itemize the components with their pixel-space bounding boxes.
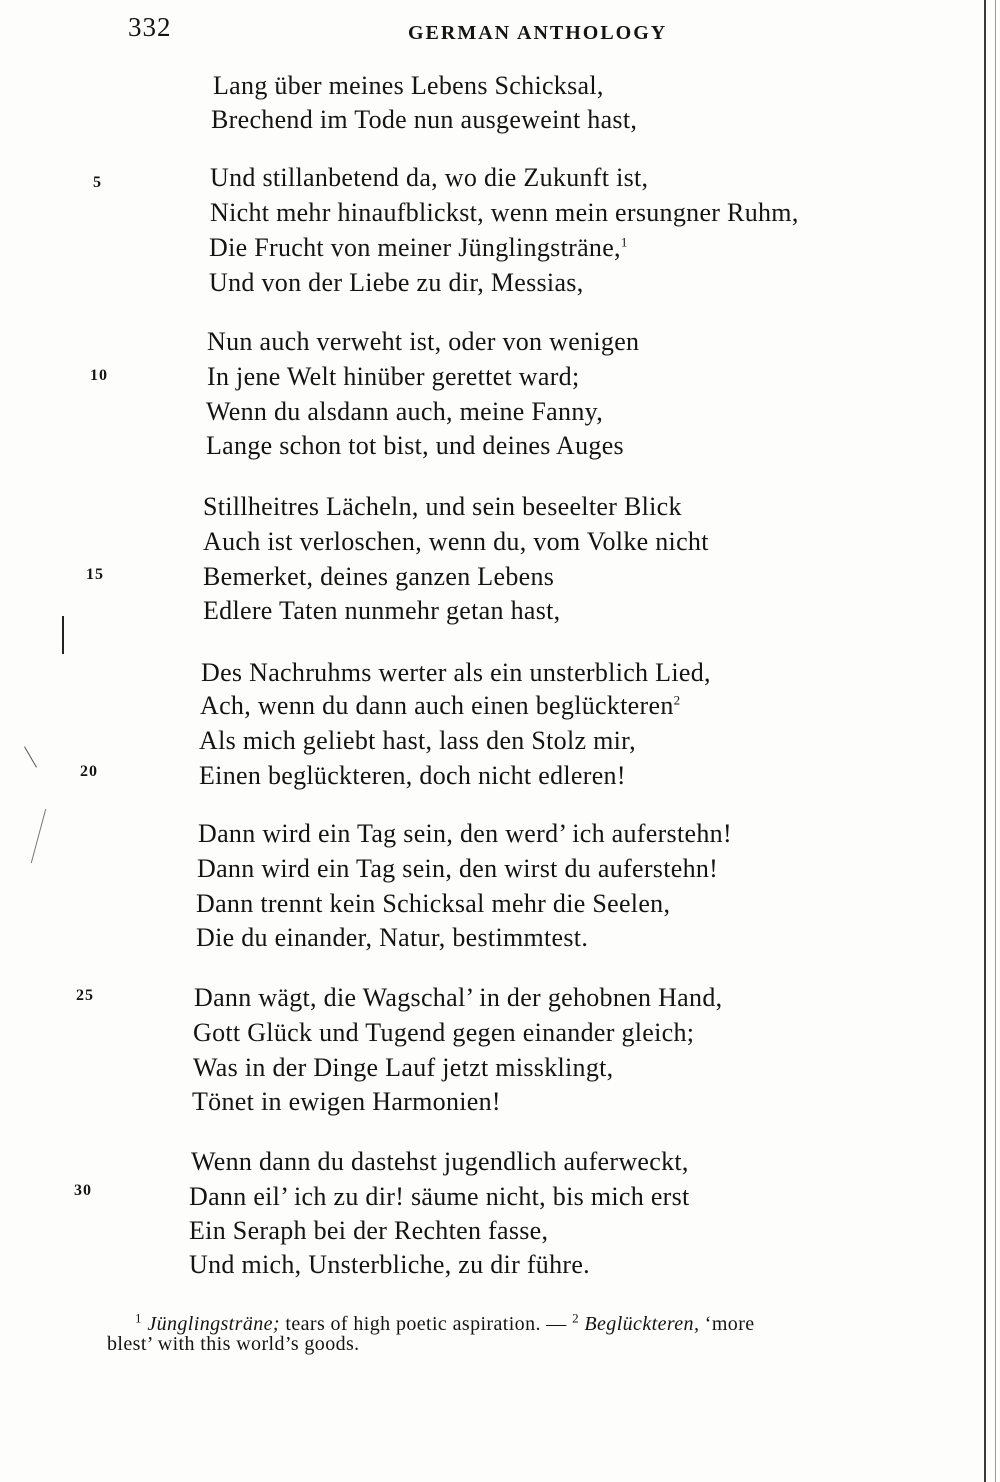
poem-line: Die du einander, Natur, bestimmtest.: [196, 923, 589, 952]
page-number: 332: [128, 12, 172, 42]
poem-line: Des Nachruhms werter als ein unsterblich Lied,: [201, 658, 711, 687]
poem-line: Und von der Liebe zu dir, Messias,: [209, 268, 584, 297]
footnote-gloss: tears of high poetic aspiration. —: [285, 1313, 567, 1335]
poem-line: Brechend im Tode nun ausgeweint hast,: [211, 105, 638, 134]
running-head: GERMAN ANTHOLOGY: [408, 22, 668, 44]
poem-line: Lang über meines Lebens Schicksal,: [213, 71, 604, 100]
line-number: 25: [76, 987, 94, 1004]
poem-line: Stillheitres Lächeln, und sein beseelter Blick: [203, 492, 682, 521]
margin-mark: [62, 616, 64, 654]
poem-line: Und mich, Unsterbliche, zu dir führe.: [189, 1250, 590, 1279]
page-edge-shadow: [984, 0, 986, 1482]
line-number: 20: [80, 763, 98, 780]
poem-line: Bemerket, deines ganzen Lebens: [203, 562, 555, 591]
poem-line: Dann wird ein Tag sein, den werd’ ich auferstehn!: [198, 819, 732, 848]
footnote-ref: 2: [673, 692, 681, 708]
poem-line: Einen beglückteren, doch nicht edleren!: [199, 761, 626, 790]
poem-line: [209, 232, 628, 264]
poem-line: Nicht mehr hinaufblickst, wenn mein ersungner Ruhm,: [210, 198, 799, 227]
footnote-term: Jünglingsträne;: [147, 1313, 280, 1335]
footnote-term: Beglückteren,: [584, 1313, 700, 1335]
poem-line: Dann trennt kein Schicksal mehr die Seelen,: [196, 889, 671, 918]
footnote-gloss: ‘more: [704, 1313, 755, 1335]
poem-line: Lange schon tot bist, und deines Auges: [206, 431, 624, 460]
poem-line: Dann wägt, die Wagschal’ in der gehobnen Hand,: [194, 983, 723, 1012]
line-number: 5: [93, 174, 102, 191]
poem-line: Auch ist verloschen, wenn du, vom Volke nicht: [203, 527, 709, 556]
page-edge-line: [995, 0, 996, 1482]
poem-line: Ein Seraph bei der Rechten fasse,: [189, 1216, 549, 1245]
footnote: [135, 1310, 755, 1335]
poem-line: Edlere Taten nunmehr getan hast,: [203, 596, 561, 625]
line-number: 10: [90, 367, 108, 384]
poem-line-text: Die Frucht von meiner Jünglingsträne,: [209, 233, 621, 262]
poem-line-text: Ach, wenn du dann auch einen beglückteren: [200, 691, 674, 720]
footnote-mark: 2: [572, 1310, 579, 1326]
poem-line: [200, 690, 680, 722]
poem-line: Als mich geliebt hast, lass den Stolz mir,: [199, 726, 636, 755]
poem-line: Tönet in ewigen Harmonien!: [192, 1087, 501, 1116]
poem-line: Wenn dann du dastehst jugendlich auferweckt,: [191, 1147, 689, 1176]
poem-line: Wenn du alsdann auch, meine Fanny,: [206, 397, 604, 426]
poem-line: In jene Welt hinüber gerettet ward;: [207, 362, 580, 391]
poem-line: Dann eil’ ich zu dir! säume nicht, bis mich erst: [189, 1182, 690, 1211]
line-number: 30: [74, 1182, 92, 1199]
poem-line: Nun auch verweht ist, oder von wenigen: [207, 327, 640, 356]
poem-line: Gott Glück und Tugend gegen einander gleich;: [193, 1018, 695, 1047]
margin-mark: [24, 746, 37, 767]
margin-mark: [31, 809, 46, 863]
footnote-mark: 1: [135, 1310, 142, 1326]
poem-line: Und stillanbetend da, wo die Zukunft ist,: [210, 163, 649, 192]
footnote-continuation: blest’ with this world’s goods.: [107, 1333, 360, 1355]
poem-line: Dann wird ein Tag sein, den wirst du auferstehn!: [197, 854, 719, 883]
poem-line: Was in der Dinge Lauf jetzt missklingt,: [193, 1053, 614, 1082]
line-number: 15: [86, 566, 104, 583]
footnote-ref: 1: [620, 234, 628, 250]
